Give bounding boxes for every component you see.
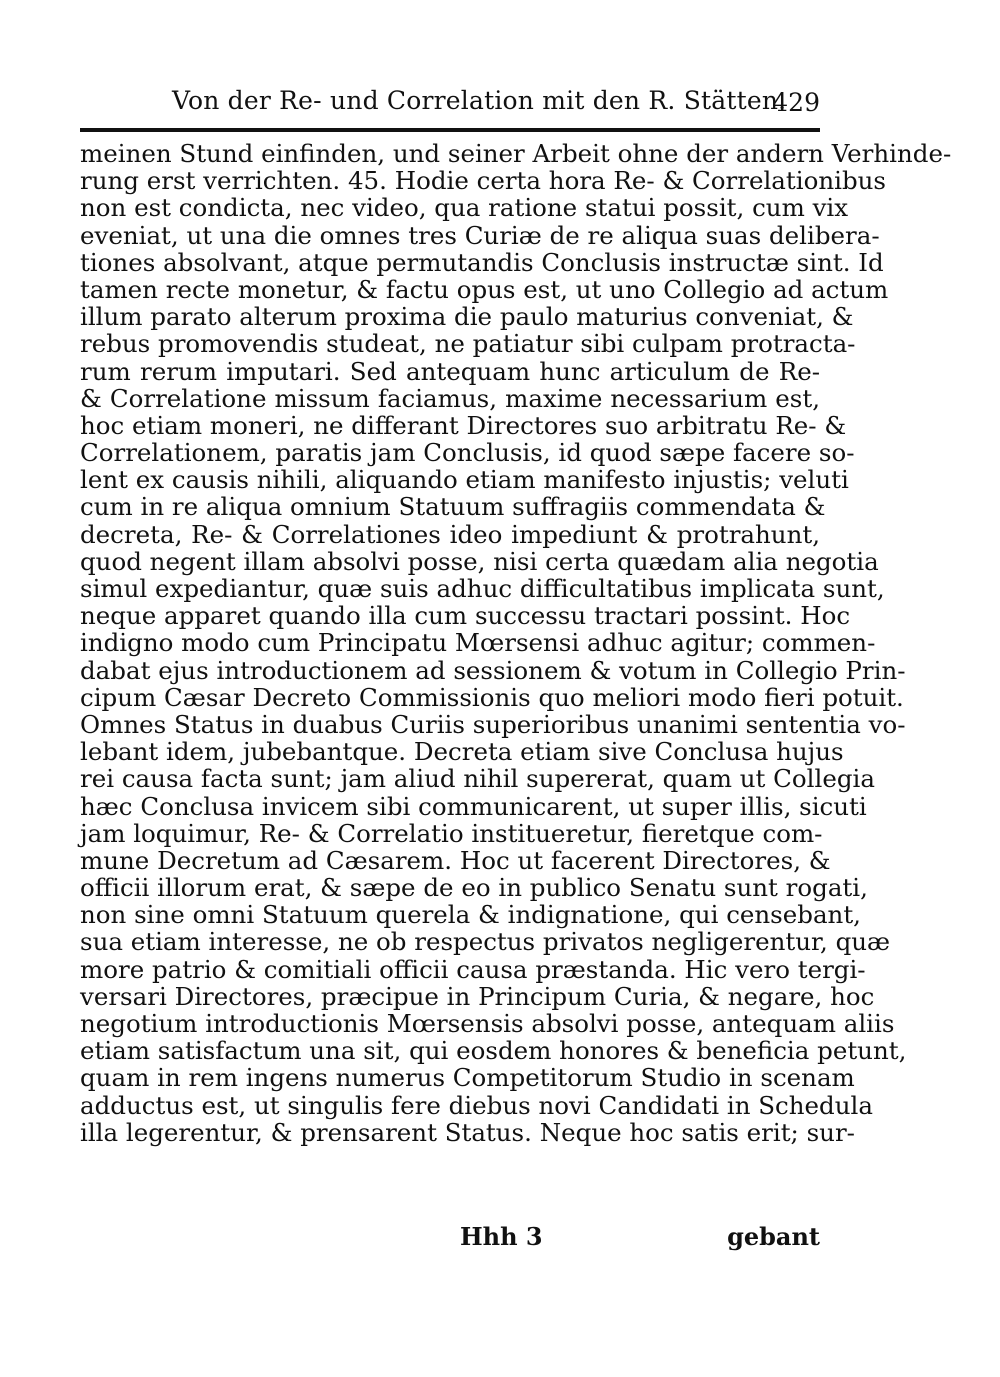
body-text [80,139,952,1147]
header-rule [80,128,820,132]
text-line: more patrio & comitiali officii causa præstanda. Hic vero tergi- [80,954,866,984]
text-line: decreta, Re- & Correlationes ideo impediunt & protrahunt, [80,519,820,549]
signature-mark: Hhh 3 [460,1222,543,1251]
text-line: lebant idem, jubebantque. Decreta etiam sive Conclusa hujus [80,737,844,767]
text-line: Omnes Status in duabus Curiis superioribus unanimi sententia vo- [80,709,906,739]
text-line: rebus promovendis studeat, ne patiatur sibi culpam protracta- [80,329,856,359]
text-line: rei causa facta sunt; jam aliud nihil supererat, quam ut Collegia [80,764,875,794]
text-line: sua etiam interesse, ne ob respectus privatos negligerentur, quæ [80,927,891,957]
catchword: gebant [727,1222,820,1251]
page-header [80,86,820,122]
text-line: jam loquimur, Re- & Correlatio institueretur, fieretque com- [80,818,823,848]
text-line: versari Directores, præcipue in Principum Curia, & negare, hoc [80,981,875,1011]
text-line: illa legerentur, & prensarent Status. Neque hoc satis erit; sur- [80,1117,855,1147]
text-line: & Correlatione missum faciamus, maxime necessarium est, [80,383,820,413]
running-head: Von der Re- und Correlation mit den R. Stätten. [172,86,787,115]
text-line: mune Decretum ad Cæsarem. Hoc ut facerent Directores, & [80,845,831,875]
text-line: quam in rem ingens numerus Competitorum Studio in scenam [80,1063,855,1093]
text-line: simul expediantur, quæ suis adhuc difficultatibus implicata sunt, [80,574,885,603]
text-line: dabat ejus introductionem ad sessionem & votum in Collegio Prin- [80,655,906,685]
text-line: illum parato alterum proxima die paulo maturius conveniat, & [80,302,854,332]
text-line: tiones absolvant, atque permutandis Conclusis instructæ sint. Id [80,247,884,277]
text-line: non est condicta, nec video, qua ratione statui possit, cum vix [80,193,849,223]
text-line: officii illorum erat, & sæpe de eo in publico Senatu sunt rogati, [80,873,868,903]
text-line: rung erst verrichten. 45. Hodie certa hora Re- & Correlationibus [80,166,886,196]
text-line: non sine omni Statuum querela & indignatione, qui censebant, [80,900,861,930]
text-line: negotium introductionis Mœrsensis absolvi posse, antequam aliis [80,1009,895,1038]
text-line: cipum Cæsar Decreto Commissionis quo meliori modo fieri potuit. [80,682,904,712]
page-number: 429 [772,88,820,117]
text-line: cum in re aliqua omnium Statuum suffragiis commendata & [80,492,826,522]
text-line: meinen Stund einfinden, und seiner Arbeit ohne der andern Verhinde- [80,139,952,168]
text-line: lent ex causis nihili, aliquando etiam manifesto injustis; veluti [80,465,849,495]
text-line: neque apparet quando illa cum successu tractari possint. Hoc [80,601,851,631]
text-line: hoc etiam moneri, ne differant Directores suo arbitratu Re- & [80,410,847,440]
text-line: tamen recte monetur, & factu opus est, ut uno Collegio ad actum [80,274,889,304]
text-line: rum rerum imputari. Sed antequam hunc articulum de Re- [80,356,820,386]
text-line: Correlationem, paratis jam Conclusis, id quod sæpe facere so- [80,438,855,468]
text-line: etiam satisfactum una sit, qui eosdem honores & beneficia petunt, [80,1036,907,1066]
text-line: indigno modo cum Principatu Mœrsensi adhuc agitur; commen- [80,628,876,658]
text-line: adductus est, ut singulis fere diebus novi Candidati in Schedula [80,1090,873,1120]
text-line: quod negent illam absolvi posse, nisi certa quædam alia negotia [80,546,879,576]
page-footer [80,1222,820,1256]
text-line: eveniat, ut una die omnes tres Curiæ de re aliqua suas delibera- [80,220,880,250]
text-line: hæc Conclusa invicem sibi communicarent, ut super illis, sicuti [80,791,867,821]
